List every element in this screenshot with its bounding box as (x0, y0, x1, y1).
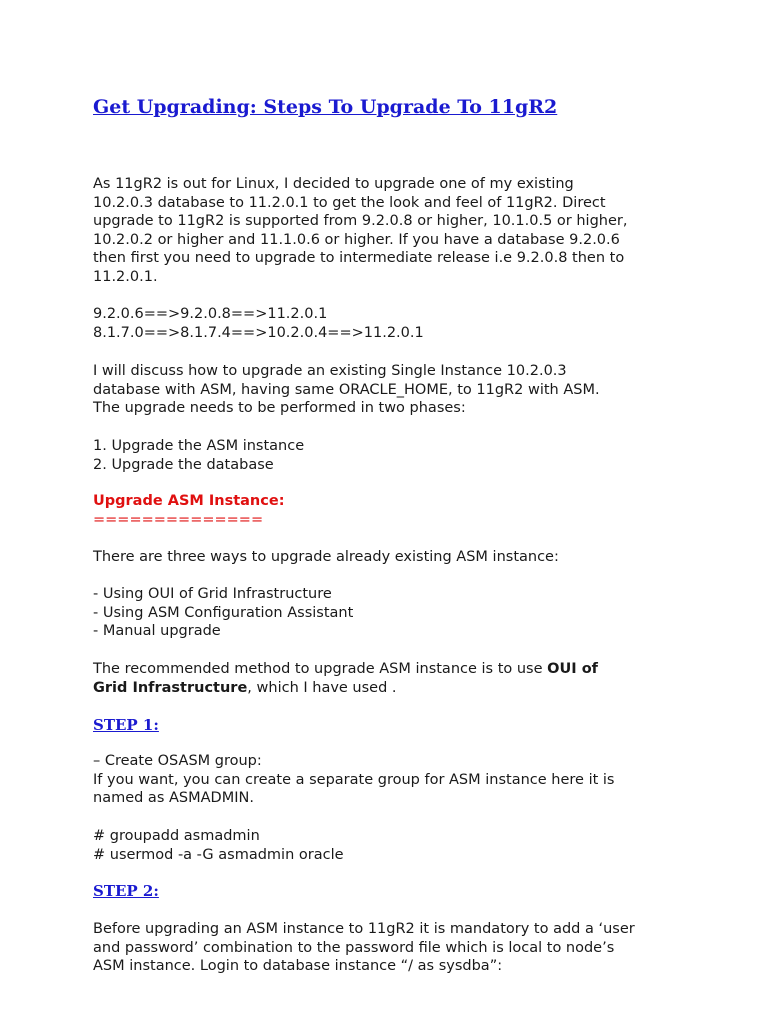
step2-body (93, 920, 635, 976)
step2-link[interactable]: STEP 2: (93, 882, 159, 900)
text-line: and password’ combination to the password file which is local to node’s (93, 939, 615, 956)
phases-list (93, 437, 304, 474)
text-line: The upgrade needs to be performed in two phases: (93, 400, 466, 417)
ways-intro (93, 548, 559, 567)
recommend-bold: OUI of (547, 661, 598, 677)
text-line: 10.2.0.2 or higher and 11.1.0.6 or higher. If you have a database 9.2.0.6 (93, 231, 620, 248)
command-line: # usermod -a -G asmadmin oracle (93, 846, 344, 863)
command-line: # groupadd asmadmin (93, 828, 260, 844)
intro-paragraph (93, 175, 627, 287)
text-line: I will discuss how to upgrade an existing Single Instance 10.2.0.3 (93, 363, 567, 379)
list-item: 1. Upgrade the ASM instance (93, 438, 305, 454)
list-item: - Manual upgrade (93, 623, 221, 640)
step2-heading (93, 882, 159, 901)
step1-link[interactable]: STEP 1: (93, 716, 159, 734)
article-title-link[interactable]: Get Upgrading: Steps To Upgrade To 11gR2 (93, 96, 558, 118)
text-line: If you want, you can create a separate group for ASM instance here it is (93, 771, 615, 788)
text-line: then first you need to upgrade to intermediate release i.e 9.2.0.8 then to (93, 250, 625, 267)
text-line: upgrade to 11gR2 is supported from 9.2.0.8 or higher, 10.1.0.5 or higher, (93, 213, 628, 230)
step1-body (93, 752, 614, 808)
recommend-bold: Grid Infrastructure (93, 679, 248, 696)
list-item: - Using ASM Configuration Assistant (93, 604, 354, 621)
text-line: – Create OSASM group: (93, 753, 262, 769)
recommend-paragraph (93, 660, 598, 697)
text-line: There are three ways to upgrade already existing ASM instance: (93, 549, 559, 565)
text-line: 8.1.7.0==>8.1.7.4==>10.2.0.4==>11.2.0.1 (93, 324, 424, 341)
upgrade-paths (93, 305, 424, 342)
step1-heading (93, 716, 159, 735)
discuss-paragraph (93, 362, 600, 418)
text-line (93, 660, 598, 679)
ways-list (93, 585, 353, 641)
step1-commands (93, 827, 344, 864)
text-line: 11.2.0.1. (93, 268, 158, 285)
text-line: 10.2.0.3 database to 11.2.0.1 to get the look and feel of 11gR2. Direct (93, 194, 606, 211)
heading-rule: ============== (93, 511, 264, 528)
text-line (93, 679, 598, 698)
asm-section-heading (93, 492, 285, 529)
text-line: 9.2.0.6==>9.2.0.8==>11.2.0.1 (93, 306, 328, 322)
text-line: Before upgrading an ASM instance to 11gR2 it is mandatory to add a ‘user (93, 921, 635, 937)
recommend-text: The recommended method to upgrade ASM instance is to use (93, 661, 548, 677)
text-line: As 11gR2 is out for Linux, I decided to upgrade one of my existing (93, 176, 574, 192)
text-line: ASM instance. Login to database instance “/ as sysdba”: (93, 958, 503, 975)
text-line: named as ASMADMIN. (93, 790, 254, 807)
section-heading: Upgrade ASM Instance: (93, 493, 285, 509)
list-item: 2. Upgrade the database (93, 456, 274, 473)
text-line: database with ASM, having same ORACLE_HOME, to 11gR2 with ASM. (93, 381, 600, 398)
list-item: - Using OUI of Grid Infrastructure (93, 586, 332, 602)
recommend-text: , which I have used . (247, 679, 397, 696)
